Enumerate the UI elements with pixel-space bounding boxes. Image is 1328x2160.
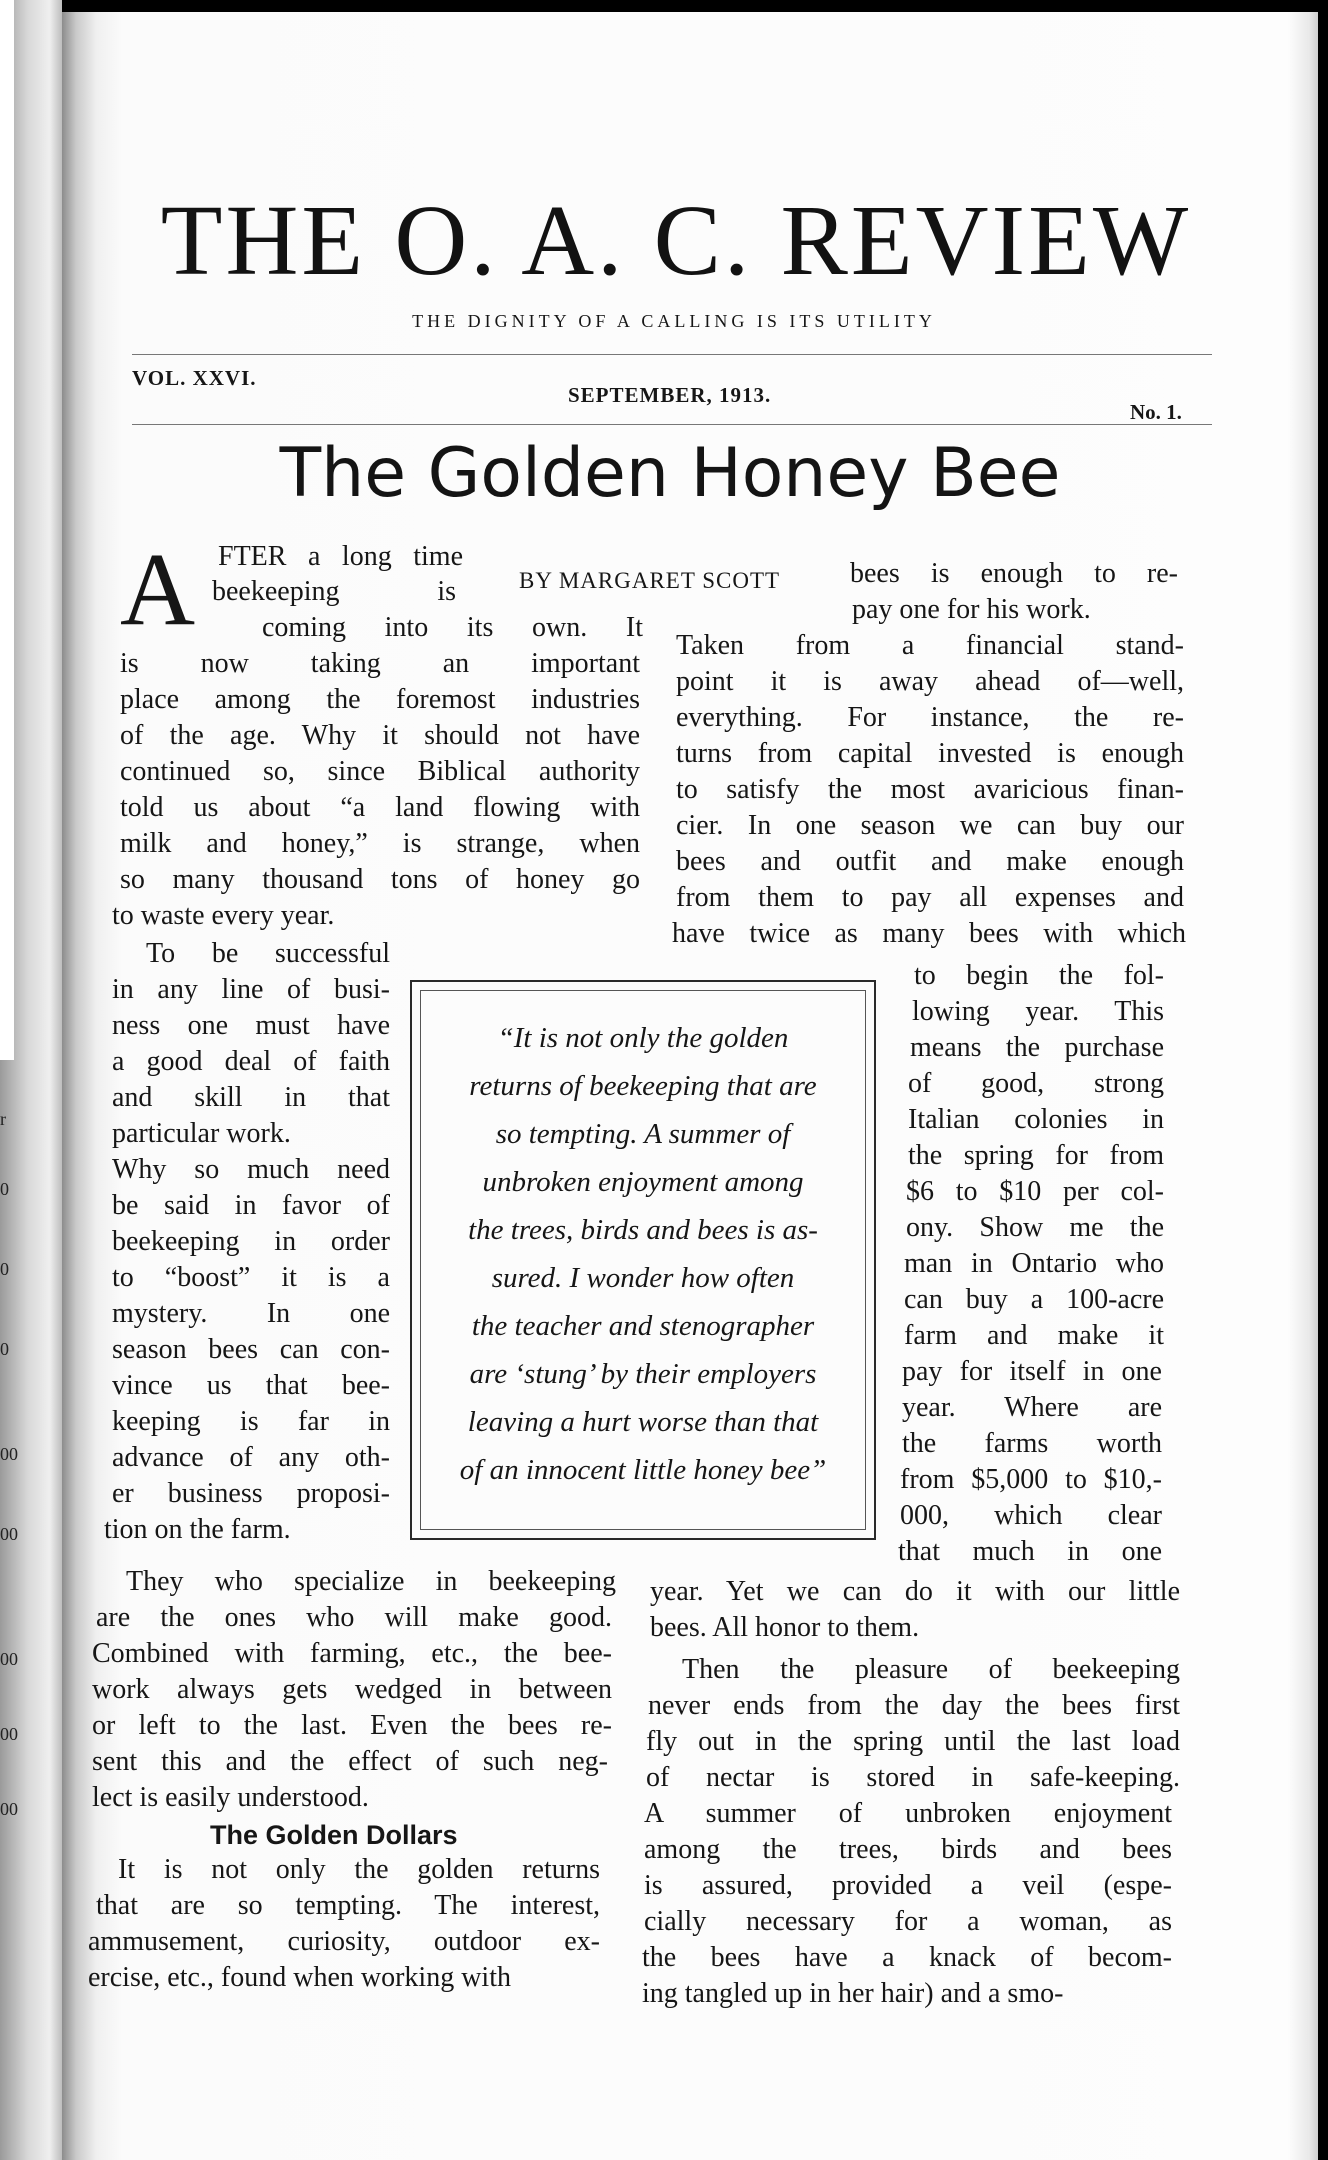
body-text-line: a good deal of faith — [112, 1046, 390, 1077]
drop-cap: A — [120, 532, 196, 647]
issue-date: SEPTEMBER, 1913. — [568, 383, 772, 407]
body-text-line: lect is easily understood. — [92, 1782, 369, 1813]
body-text-line: coming into its own. It — [262, 612, 643, 643]
body-text-line: Then the pleasure of beekeeping — [682, 1654, 1180, 1685]
body-text-line: ness one must have — [112, 1010, 390, 1041]
body-text-line: continued so, since Biblical authority — [120, 756, 640, 787]
body-text-line: Italian colonies in — [908, 1104, 1164, 1135]
body-text-line: of nectar is stored in safe-keeping. — [646, 1762, 1180, 1793]
issue-number: No. 1. — [1130, 400, 1182, 424]
body-text-line: that much in one — [898, 1536, 1162, 1567]
volume-label: VOL. XXVI. — [132, 366, 257, 390]
body-text-line: sent this and the effect of such neg- — [92, 1746, 608, 1777]
header-rule-bottom — [132, 424, 1212, 425]
body-text-line: to “boost” it is a — [112, 1262, 390, 1293]
margin-mark: 0 — [0, 1339, 9, 1359]
body-text-line: Taken from a financial stand- — [676, 630, 1184, 661]
body-text-line: everything. For instance, the re- — [676, 702, 1184, 733]
body-text-line: and skill in that — [112, 1082, 390, 1113]
pull-quote-line: sured. I wonder how often — [491, 1262, 795, 1294]
body-text-line: that are so tempting. The interest, — [96, 1890, 600, 1921]
pull-quote-line: the trees, birds and bees is as- — [468, 1214, 818, 1246]
body-text-line: is now taking an important — [120, 648, 640, 679]
body-text-line: They who specialize in beekeeping — [126, 1566, 616, 1597]
margin-mark: 00 — [0, 1444, 18, 1464]
body-text-line: Combined with farming, etc., the bee- — [92, 1638, 612, 1669]
body-text-line: the farms worth — [902, 1428, 1162, 1459]
body-text-line: cier. In one season we can buy our — [676, 810, 1184, 841]
body-text-line: vince us that bee- — [112, 1370, 390, 1401]
body-text-line: $6 to $10 per col- — [906, 1176, 1164, 1207]
adjacent-page-edge — [0, 0, 14, 1060]
body-text-line: beekeeping is — [212, 576, 456, 607]
body-text-line: particular work. — [112, 1118, 291, 1149]
body-text-line: means the purchase — [910, 1032, 1164, 1063]
body-text-line: have twice as many bees with which — [672, 918, 1186, 949]
body-text-line: pay for itself in one — [902, 1356, 1162, 1387]
body-text-line: never ends from the day the bees first — [648, 1690, 1180, 1721]
body-text-line: ing tangled up in her hair) and a smo- — [642, 1978, 1064, 2009]
body-text-line: place among the foremost industries — [120, 684, 640, 715]
margin-mark: 0 — [0, 1179, 9, 1199]
body-text-line: To be successful — [146, 938, 390, 969]
body-text-line: the spring for from — [908, 1140, 1164, 1171]
pull-quote-line: of an innocent little honey bee” — [459, 1454, 827, 1486]
body-text-line: It is not only the golden returns — [118, 1854, 600, 1885]
body-text-line: man in Ontario who — [904, 1248, 1164, 1279]
body-text-line: er business proposi- — [112, 1478, 390, 1509]
body-text-line: beekeeping in order — [112, 1226, 390, 1257]
body-text-line: bees is enough to re- — [850, 558, 1178, 589]
body-text-line: cially necessary for a woman, as — [644, 1906, 1172, 1937]
body-text-line: from them to pay all expenses and — [676, 882, 1184, 913]
margin-mark: r — [0, 1109, 6, 1129]
body-text-line: Why so much need — [112, 1154, 390, 1185]
body-text-line: among the trees, birds and bees — [644, 1834, 1172, 1865]
margin-mark: 00 — [0, 1649, 18, 1669]
body-text-line: ony. Show me the — [906, 1212, 1164, 1243]
body-text-line: keeping is far in — [112, 1406, 390, 1437]
body-text-line: farm and make it — [904, 1320, 1164, 1351]
body-text-line: advance of any oth- — [112, 1442, 390, 1473]
body-text-line: or left to the last. Even the bees re- — [92, 1710, 612, 1741]
body-text-line: fly out in the spring until the last load — [646, 1726, 1180, 1757]
body-text-line: FTER a long time — [218, 541, 463, 572]
margin-mark: 00 — [0, 1524, 18, 1544]
body-text-line: is assured, provided a veil (espe- — [644, 1870, 1172, 1901]
margin-mark: 00 — [0, 1724, 18, 1744]
body-text-line: year. Where are — [902, 1392, 1162, 1423]
pull-quote-box — [410, 980, 876, 1540]
body-text-line: bees. All honor to them. — [650, 1612, 920, 1643]
body-text-line: work always gets wedged in between — [92, 1674, 612, 1705]
body-text-line: the bees have a knack of becom- — [642, 1942, 1172, 1973]
body-text-line: year. Yet we can do it with our little — [650, 1576, 1180, 1607]
body-text-line: pay one for his work. — [852, 594, 1091, 625]
body-text-line: lowing year. This — [912, 996, 1164, 1027]
body-text-line: can buy a 100-acre — [904, 1284, 1164, 1315]
body-text-line: so many thousand tons of honey go — [120, 864, 640, 895]
margin-mark: 00 — [0, 1799, 18, 1819]
body-text-line: to waste every year. — [112, 900, 335, 931]
body-text-line: milk and honey,” is strange, when — [120, 828, 640, 859]
body-text-line: A summer of unbroken enjoyment — [644, 1798, 1172, 1829]
article-byline: BY MARGARET SCOTT — [519, 568, 781, 593]
body-text-line: tion on the farm. — [104, 1514, 291, 1545]
pull-quote-line: are ‘stung’ by their employers — [469, 1358, 817, 1390]
pull-quote-line: returns of beekeeping that are — [469, 1070, 817, 1102]
section-subhead: The Golden Dollars — [210, 1820, 458, 1850]
body-text-line: to begin the fol- — [914, 960, 1164, 991]
body-text-line: from $5,000 to $10,- — [900, 1464, 1162, 1495]
body-text-line: ammusement, curiosity, outdoor ex- — [88, 1926, 600, 1957]
pull-quote-line: unbroken enjoyment among — [482, 1166, 804, 1198]
body-text-line: point it is away ahead of—well, — [676, 666, 1184, 697]
body-text-line: be said in favor of — [112, 1190, 390, 1221]
article-title: The Golden Honey Bee — [279, 434, 1061, 513]
margin-mark: 0 — [0, 1259, 9, 1279]
body-text-line: of the age. Why it should not have — [120, 720, 640, 751]
body-text-line: in any line of busi- — [112, 974, 390, 1005]
body-text-line: ercise, etc., found when working with — [88, 1962, 511, 1993]
body-text-line: are the ones who will make good. — [96, 1602, 612, 1633]
body-text-line: turns from capital invested is enough — [676, 738, 1184, 769]
masthead-title: THE O. A. C. REVIEW — [160, 184, 1192, 296]
body-text-line: mystery. In one — [112, 1298, 390, 1329]
pull-quote-line: “It is not only the golden — [497, 1022, 789, 1054]
pull-quote-line: leaving a hurt worse than that — [467, 1406, 819, 1438]
header-rule — [132, 354, 1212, 355]
pull-quote-line: so tempting. A summer of — [495, 1118, 791, 1150]
pull-quote-line: the teacher and stenographer — [471, 1310, 815, 1342]
body-text-line: told us about “a land flowing with — [120, 792, 640, 823]
masthead-motto: THE DIGNITY OF A CALLING IS ITS UTILITY — [412, 311, 936, 331]
page-edge-shadow — [1288, 12, 1318, 2160]
body-text-line: season bees can con- — [112, 1334, 390, 1365]
body-text-line: 000, which clear — [900, 1500, 1162, 1531]
body-text-line: to satisfy the most avaricious finan- — [676, 774, 1184, 805]
body-text-line: of good, strong — [908, 1068, 1164, 1099]
body-text-line: bees and outfit and make enough — [676, 846, 1184, 877]
